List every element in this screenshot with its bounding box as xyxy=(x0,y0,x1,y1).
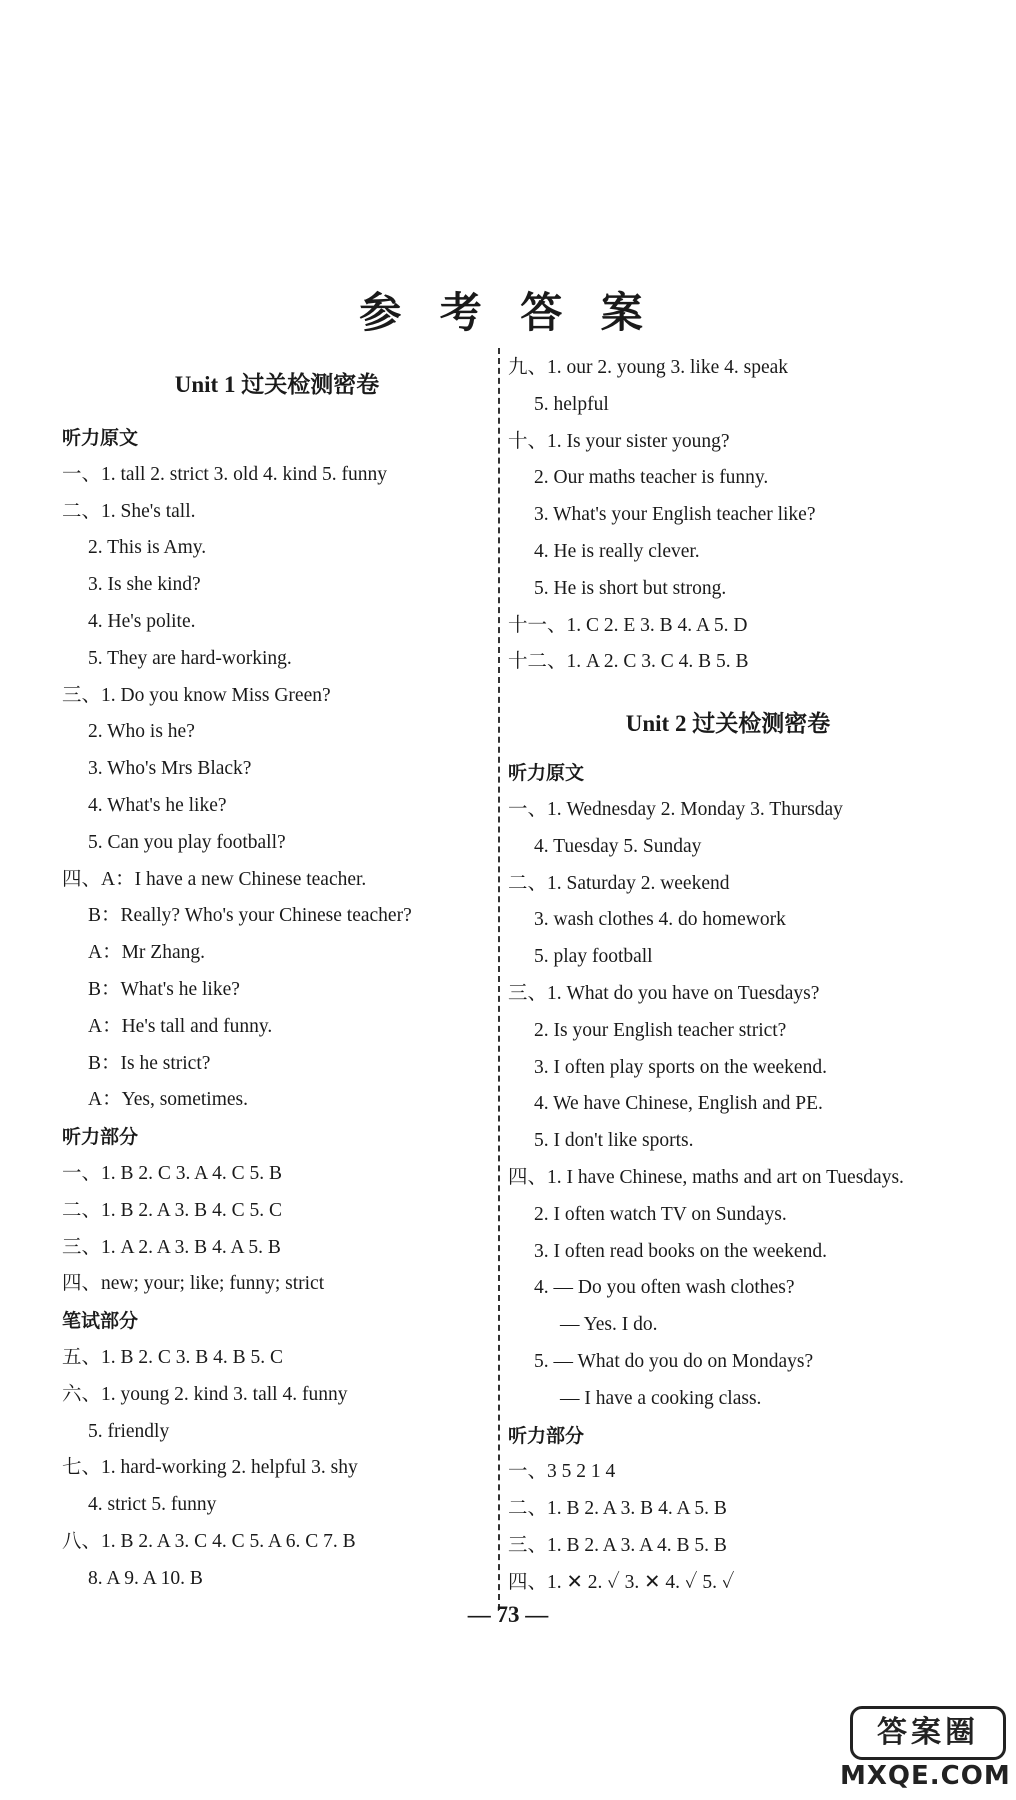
answer-line: 4. He is really clever. xyxy=(534,540,700,562)
answer-line: 4. Tuesday 5. Sunday xyxy=(534,835,702,857)
section-heading: 听力部分 xyxy=(62,1126,139,1149)
watermark-logo-text: 答案圈 xyxy=(850,1706,1006,1760)
answer-line: A：Yes, sometimes. xyxy=(88,1089,248,1111)
answer-line: 3. What's your English teacher like? xyxy=(534,504,816,526)
unit-2-title: Unit 2 过关检测密卷 xyxy=(625,711,831,737)
answer-line: 5. helpful xyxy=(534,393,609,415)
answer-line: 三、1. A 2. A 3. B 4. A 5. B xyxy=(62,1236,281,1258)
answer-line: — I have a cooking class. xyxy=(560,1387,762,1409)
answer-line: 十一、1. C 2. E 3. B 4. A 5. D xyxy=(508,614,748,636)
section-heading: 听力部分 xyxy=(508,1424,585,1447)
column-divider xyxy=(498,348,500,1610)
answer-line: 3. wash clothes 4. do homework xyxy=(534,909,786,931)
answer-line: 十、1. Is your sister young? xyxy=(508,430,730,452)
answer-line: 七、1. hard-working 2. helpful 3. shy xyxy=(62,1457,358,1479)
section-heading: 笔试部分 xyxy=(62,1310,139,1333)
answer-line: 一、3 5 2 1 4 xyxy=(508,1461,616,1483)
answer-line: 六、1. young 2. kind 3. tall 4. funny xyxy=(62,1383,348,1405)
answer-line: 2. Our maths teacher is funny. xyxy=(534,467,769,489)
answer-line: 3. I often read books on the weekend. xyxy=(534,1240,827,1262)
answer-line: 一、1. tall 2. strict 3. old 4. kind 5. funny xyxy=(62,463,387,485)
answer-line: 一、1. Wednesday 2. Monday 3. Thursday xyxy=(508,798,843,820)
answer-line: 三、1. Do you know Miss Green? xyxy=(62,684,331,706)
answer-line: 一、1. B 2. C 3. A 4. C 5. B xyxy=(62,1162,282,1184)
answer-line: 二、1. Saturday 2. weekend xyxy=(508,872,730,894)
answer-line: 5. — What do you do on Mondays? xyxy=(534,1350,814,1372)
answer-line: 二、1. B 2. A 3. B 4. C 5. C xyxy=(62,1199,282,1221)
answer-line: A：He's tall and funny. xyxy=(88,1015,273,1037)
answer-line: 四、1. ✕ 2. ✓ 3. ✕ 4. ✓ 5. ✓ xyxy=(508,1571,735,1593)
answer-line: 四、A：I have a new Chinese teacher. xyxy=(62,868,367,890)
answer-line: 三、1. B 2. A 3. A 4. B 5. B xyxy=(508,1534,727,1556)
section-heading: 听力原文 xyxy=(62,427,139,449)
answer-line: 三、1. What do you have on Tuesdays? xyxy=(508,982,820,1004)
answer-line: 3. I often play sports on the weekend. xyxy=(534,1056,827,1078)
watermark-logo xyxy=(840,1706,1011,1794)
answer-line: 5. friendly xyxy=(88,1420,170,1442)
answer-line: 4. — Do you often wash clothes? xyxy=(534,1277,795,1299)
answer-line: 8. A 9. A 10. B xyxy=(88,1567,203,1589)
answer-line: 4. He's polite. xyxy=(88,610,196,632)
answer-line: 4. What's he like? xyxy=(88,794,227,816)
answer-line: 5. play football xyxy=(534,946,653,968)
answer-line: B：Really? Who's your Chinese teacher? xyxy=(88,905,412,927)
answer-line: B：What's he like? xyxy=(88,978,240,1000)
answer-line: 2. Is your English teacher strict? xyxy=(534,1019,787,1041)
answer-line: 2. This is Amy. xyxy=(88,537,207,559)
right-column xyxy=(508,350,948,1602)
answer-line: A：Mr Zhang. xyxy=(88,942,205,964)
answer-line: 5. He is short but strong. xyxy=(534,577,727,599)
answer-line: 十二、1. A 2. C 3. C 4. B 5. B xyxy=(508,651,749,673)
answer-line: 5. Can you play football? xyxy=(88,831,286,853)
answer-line: 八、1. B 2. A 3. C 4. C 5. A 6. C 7. B xyxy=(62,1530,356,1552)
answer-line: 3. Is she kind? xyxy=(88,574,201,596)
unit-2-answers xyxy=(508,755,948,1601)
answer-line: 2. Who is he? xyxy=(88,721,195,743)
section-heading: 听力原文 xyxy=(508,762,585,785)
answer-line: 二、1. B 2. A 3. B 4. A 5. B xyxy=(508,1498,727,1520)
answer-line: B：Is he strict? xyxy=(88,1052,211,1074)
watermark-url: MXQE.COM xyxy=(840,1761,1011,1791)
answer-line: 4. strict 5. funny xyxy=(88,1494,217,1516)
answer-line: 九、1. our 2. young 3. like 4. speak xyxy=(508,357,789,378)
answer-line: 四、new; your; like; funny; strict xyxy=(62,1273,325,1295)
answer-line: 4. We have Chinese, English and PE. xyxy=(534,1093,823,1115)
answer-line: 3. Who's Mrs Black? xyxy=(88,758,252,780)
unit-1-answers xyxy=(62,420,492,1598)
unit-1-title: Unit 1 过关检测密卷 xyxy=(174,372,380,397)
answer-line: 5. They are hard-working. xyxy=(88,647,292,669)
answer-line: 2. I often watch TV on Sundays. xyxy=(534,1203,787,1225)
page-number: — 73 — xyxy=(467,1602,549,1627)
answer-line: 二、1. She's tall. xyxy=(62,500,196,522)
unit-1-answers-continued xyxy=(508,350,948,681)
answer-line: 四、1. I have Chinese, maths and art on Tuesdays. xyxy=(508,1166,904,1188)
answer-line: 5. I don't like sports. xyxy=(534,1130,694,1152)
page-title: 参 考 答 案 xyxy=(359,291,657,337)
left-column xyxy=(62,350,492,1598)
answer-line: 五、1. B 2. C 3. B 4. B 5. C xyxy=(62,1346,284,1368)
answer-line: — Yes. I do. xyxy=(560,1314,658,1336)
